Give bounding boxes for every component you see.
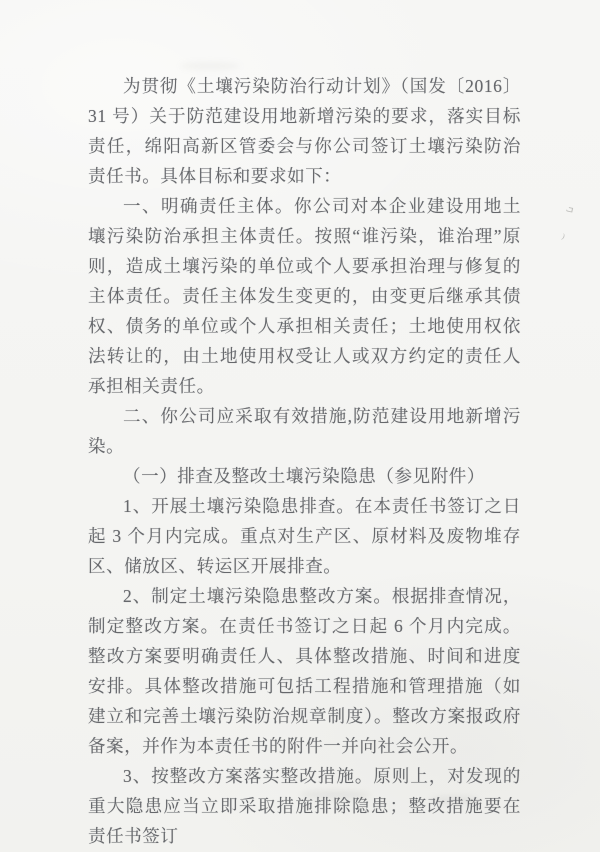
paragraph-section-1-responsibility: 一、明确责任主体。你公司对本企业建设用地土壤污染防治承担主体责任。按照“谁污染，谁治理”原则，造成土壤污染的单位或个人要承担治理与修复的主体责任。责任主体发生变更的，由变更后继承其债权、债务的单位或个人承担相关责任；土地使用权依法转让的，由土地使用权受让人或双方约定的责任人承担相关责任。 [88,196,521,396]
margin-pen-mark: ܒ [564,202,575,216]
document-body-text [88,71,521,851]
paragraph-intro: 为贯彻《土壤污染防治行动计划》（国发〔2016〕31 号）关于防范建设用地新增污染的要求，落实目标责任，绵阳高新区管委会与你公司签订土壤污染防治责任书。具体目标和要求如下： [88,76,521,186]
scan-smudge [180,62,240,70]
margin-pen-mark: ⁾ [558,230,567,247]
paragraph-item-2-rectification-plan: 2、制定土壤污染隐患整改方案。根据排查情况，制定整改方案。在责任书签订之日起 6 个月内完成。整改方案要明确责任人、具体整改措施、时间和进度安排。具体整改措施可包括工程措施和管理措施（如建立和完善土壤污染防治规章制度）。整改方案报政府备案，并作为本责任书的附件一并向社会公开。 [88,586,521,756]
paragraph-item-3-implementation: 3、按整改方案落实整改措施。原则上，对发现的重大隐患应当立即采取措施排除隐患；整改措施要在责任书签订 [88,766,521,846]
paragraph-section-2-measures: 二、你公司应采取有效措施,防范建设用地新增污染。 [88,406,521,456]
paragraph-item-1-survey: 1、开展土壤污染隐患排查。在本责任书签订之日起 3 个月内完成。重点对生产区、原材料及废物堆存区、储放区、转运区开展排查。 [88,496,521,576]
paragraph-subsection-inspection: （一）排查及整改土壤污染隐患（参见附件） [123,466,485,486]
